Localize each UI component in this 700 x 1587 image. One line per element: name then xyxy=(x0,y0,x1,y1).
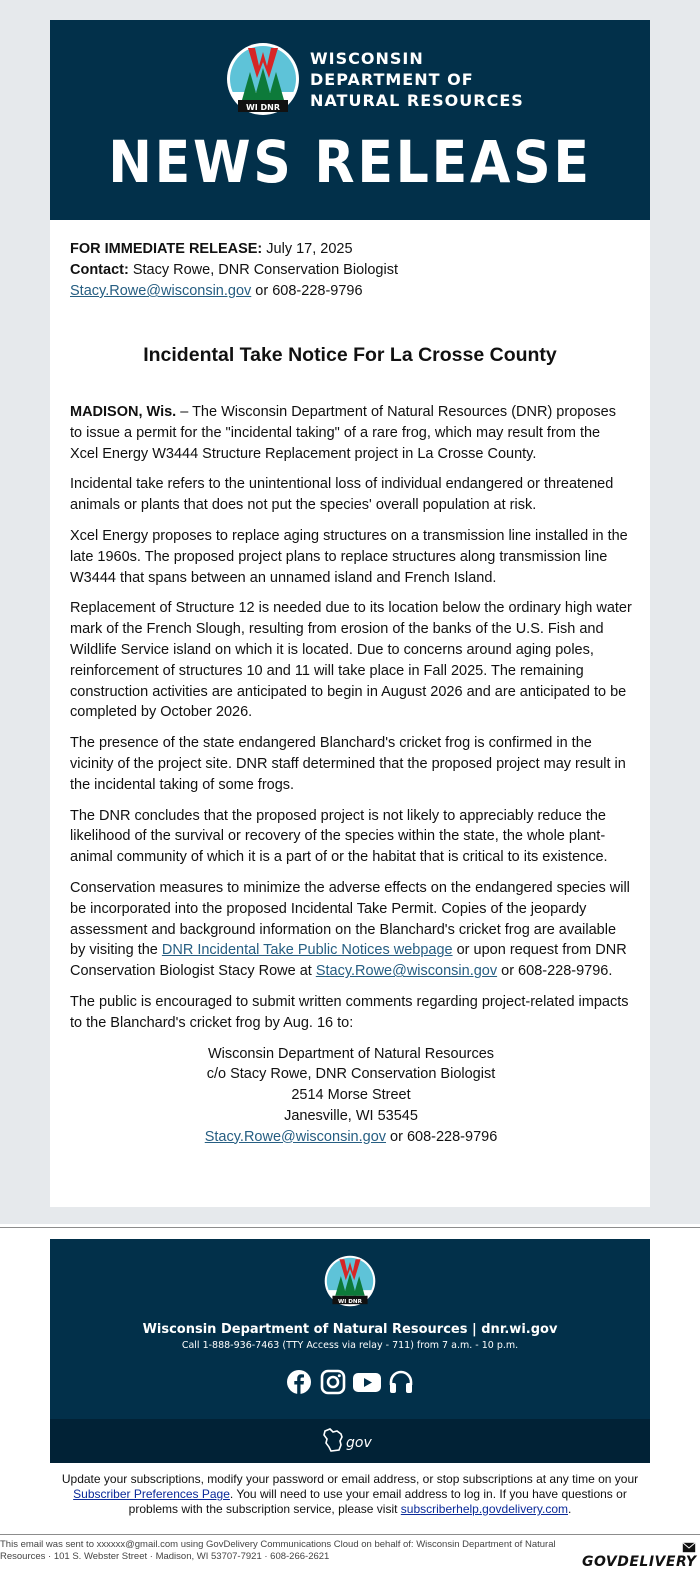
envelope-icon xyxy=(682,1542,696,1553)
notices-webpage-link[interactable]: DNR Incidental Take Public Notices webpage xyxy=(161,942,453,959)
address-email-line: Stacy.Rowe@wisconsin.gov or 608-228-9796 xyxy=(204,1128,498,1145)
subscriber-help-link[interactable]: subscriberhelp.govdelivery.com xyxy=(400,1502,568,1516)
agency-line-3: NATURAL RESOURCES xyxy=(310,91,524,110)
dnr-logo xyxy=(226,40,524,116)
subscription-notice: Update your subscriptions, modify your password or email address, or stop subscriptions at any time on your Subscriber Preferences Page. You will need to use your email address to log in. If you have questions or problems with the subscription service, please visit subscriberhelp.govdelivery.com. xyxy=(61,1472,639,1516)
dateline: MADISON, Wis. xyxy=(70,404,177,420)
paragraph-8: The public is encouraged to submit written comments regarding project-related impacts to the Blanchard's cricket frog by Aug. 16 to: xyxy=(70,993,629,1031)
address-line-3: 2514 Morse Street xyxy=(291,1087,411,1104)
footer-agency-name: Wisconsin Department of Natural Resources | dnr.wi.gov xyxy=(142,1322,558,1337)
address-email-link[interactable]: Stacy.Rowe@wisconsin.gov xyxy=(204,1128,387,1145)
address-line-4: Janesville, WI 53545 xyxy=(284,1107,418,1124)
govdelivery-separator xyxy=(0,1534,700,1535)
paragraph-1: MADISON, Wis. – The Wisconsin Department of Natural Resources (DNR) proposes to issue a permit for the "incidental taking" of a rare frog, which may result from the Xcel Energy W3444 Structure Replacement project in La Crosse County. xyxy=(70,404,616,462)
separator-line xyxy=(0,1227,700,1228)
address-line-1: Wisconsin Department of Natural Resources xyxy=(207,1045,495,1062)
paragraph-3: Xcel Energy proposes to replace aging structures on a transmission line installed in the late 1960s. The proposed project plans to replace structures along transmission line W3444 that spans between an unnamed island and French Island. xyxy=(70,527,628,586)
footer-phone: Call 1-888-936-7463 (TTY Access via relay - 711) from 7 a.m. - 10 p.m. xyxy=(181,1340,519,1351)
footer-logo-badge-text: WI DNR xyxy=(338,1298,362,1305)
facebook-icon[interactable] xyxy=(286,1369,312,1395)
gov-label: gov xyxy=(346,1435,372,1451)
contact-phone: or 608-228-9796 xyxy=(251,283,363,299)
paragraph-2: Incidental take refers to the unintentional loss of individual endangered or threatened animals or plants that does not put the species' overall population at risk. xyxy=(70,476,614,514)
release-date: July 17, 2025 xyxy=(266,241,353,257)
address-line-2: c/o Stacy Rowe, DNR Conservation Biologist xyxy=(206,1066,496,1083)
footer-gov-bar xyxy=(50,1419,650,1463)
footer-dnr-logo-icon xyxy=(324,1255,376,1307)
release-date-line xyxy=(70,239,630,260)
immediate-label: FOR IMMEDIATE RELEASE: xyxy=(70,241,263,257)
contact-line xyxy=(70,260,630,281)
agency-line-1: WISCONSIN xyxy=(310,49,424,68)
contact-name: Stacy Rowe, DNR Conservation Biologist xyxy=(132,262,398,278)
govdelivery-logo xyxy=(582,1548,698,1574)
govdelivery-logo-text: GOVDELIVERY xyxy=(582,1554,697,1570)
news-release-title: NEWS RELEASE xyxy=(108,128,592,196)
contact-label: Contact: xyxy=(70,262,129,278)
logo-badge-text: WI DNR xyxy=(245,103,281,112)
contact-email-line xyxy=(70,281,630,302)
agency-line-2: DEPARTMENT OF xyxy=(310,70,474,89)
agency-name xyxy=(310,48,524,111)
paragraph-5: The presence of the state endangered Blanchard's cricket frog is confirmed in the vicinity of the project site. DNR staff determined that the proposed project may result in the incidental taking of some frogs. xyxy=(70,735,626,793)
release-meta xyxy=(70,239,630,302)
footer-banner xyxy=(50,1239,650,1419)
paragraph-4: Replacement of Structure 12 is needed due to its location below the ordinary high water mark of the French Slough, resulting from erosion of the banks of the U.S. Fish and Wildlife Service island on which it is located. Due to concerns around aging poles, reinforcement of structures 10 and 11 will take place in Fall 2025. The remaining construction activities are anticipated to begin in August 2026 and are anticipated to be completed by October 2026. xyxy=(70,600,632,721)
govdelivery-notice: This email was sent to xxxxxx@gmail.com using GovDelivery Communications Cloud on behalf of: Wisconsin Department of Natural Resources · 101 S. Webster Street · Madison, WI 53707-7921 · 608-266-2621 xyxy=(0,1539,556,1562)
subscriber-preferences-link[interactable]: Subscriber Preferences Page xyxy=(73,1487,230,1501)
instagram-icon[interactable] xyxy=(320,1369,346,1395)
headline: Incidental Take Notice For La Crosse County xyxy=(143,344,557,366)
youtube-icon[interactable] xyxy=(352,1369,382,1395)
dnr-logo-icon xyxy=(226,42,300,116)
article-body xyxy=(70,402,632,1148)
podcast-icon[interactable] xyxy=(388,1369,414,1395)
news-card xyxy=(50,20,650,1207)
header-banner xyxy=(50,20,650,220)
social-links xyxy=(286,1369,414,1395)
contact-email-link[interactable]: Stacy.Rowe@wisconsin.gov xyxy=(70,283,252,299)
paragraph-7: Conservation measures to minimize the adverse effects on the endangered species will be incorporated into the proposed Incidental Take Permit. Copies of the jeopardy assessment and background information on the Blanchard's cricket frog are available by visiting the DNR Incidental Take Public Notices webpage or upon request from DNR Conservation Biologist Stacy Rowe at Stacy.Rowe@wisconsin.gov or 608-228-9796. xyxy=(70,879,630,980)
mailing-address xyxy=(70,1044,632,1148)
paragraph-6: The DNR concludes that the proposed project is not likely to appreciably reduce the likelihood of the survival or recovery of the species within the state, the whole plant-animal community of which it is a part of or the habitat that is critical to its existence. xyxy=(70,807,608,866)
biologist-email-link[interactable]: Stacy.Rowe@wisconsin.gov xyxy=(315,963,498,980)
wisconsin-map-icon xyxy=(322,1427,346,1453)
